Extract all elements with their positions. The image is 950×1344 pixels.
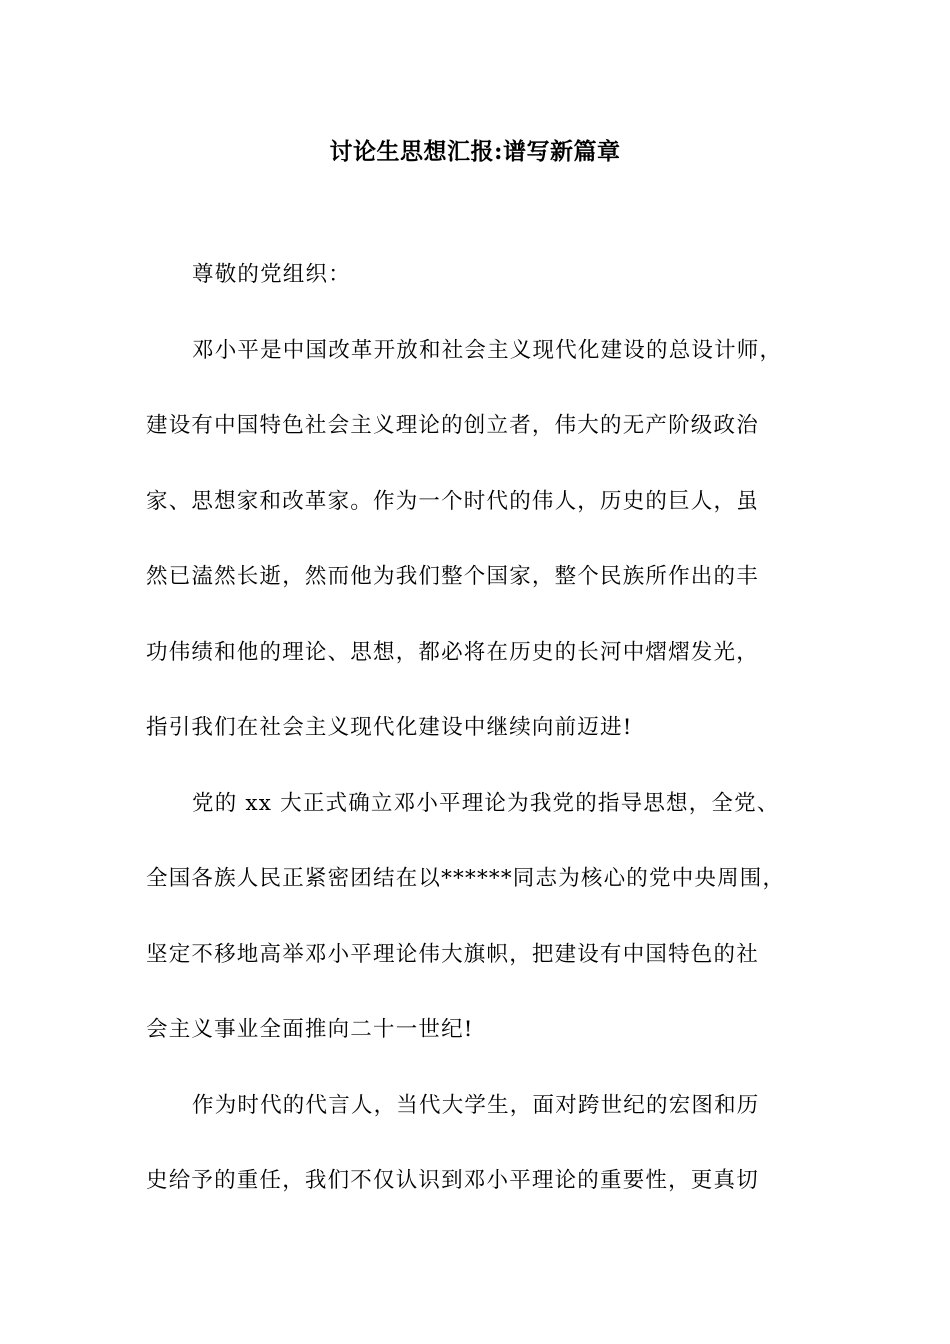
body-line: 功伟绩和他的理论、思想，都必将在历史的长河中熠熠发光， — [146, 639, 759, 665]
body-line: 党的 xx 大正式确立邓小平理论为我党的指导思想，全党、 — [192, 790, 780, 816]
document-body — [146, 255, 816, 1237]
body-line: 坚定不移地高举邓小平理论伟大旗帜，把建设有中国特色的社 — [146, 941, 759, 967]
body-line: 作为时代的代言人，当代大学生，面对跨世纪的宏图和历 — [192, 1092, 760, 1118]
body-line: 家、思想家和改革家。作为一个时代的伟人，历史的巨人，虽 — [146, 488, 759, 514]
body-line: 全国各族人民正紧密团结在以******同志为核心的党中央周围， — [146, 866, 786, 891]
body-line: 建设有中国特色社会主义理论的创立者，伟大的无产阶级政治 — [146, 413, 759, 438]
body-line: 史给予的重任，我们不仅认识到邓小平理论的重要性，更真切 — [146, 1168, 759, 1193]
body-line: 尊敬的党组织： — [192, 262, 351, 287]
body-line: 会主义事业全面推向二十一世纪! — [146, 1017, 474, 1042]
body-line: 邓小平是中国改革开放和社会主义现代化建设的总设计师， — [192, 337, 783, 363]
document-title: 讨论生思想汇报:谱写新篇章 — [329, 138, 621, 165]
body-line: 指引我们在社会主义现代化建设中继续向前迈进! — [146, 715, 633, 740]
body-line: 然已溘然长逝，然而他为我们整个国家，整个民族所作出的丰 — [146, 564, 759, 589]
